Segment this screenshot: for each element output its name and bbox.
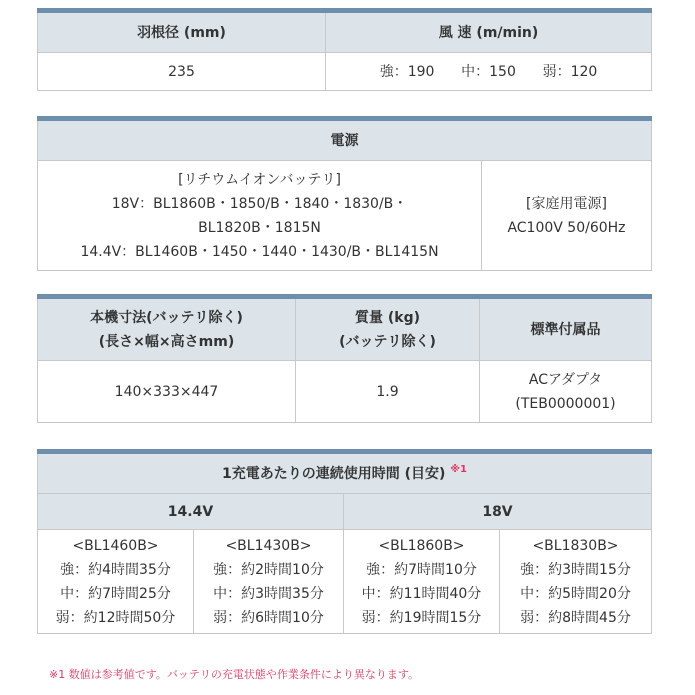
speed-weak-value: 120: [570, 63, 598, 80]
header-wind-speed: 風 速 (m/min): [326, 13, 652, 53]
runtime-medium: 中：約7時間25分: [60, 585, 171, 602]
spec-table-power: [37, 116, 652, 271]
home-power-value: AC100V 50/60Hz: [507, 219, 626, 236]
weight-value: 1.9: [296, 361, 480, 423]
home-power-title: [家庭用電源]: [526, 195, 607, 212]
battery-name: <BL1860B>: [378, 537, 465, 554]
speed-strong-value: 190: [407, 63, 435, 80]
speed-medium-value: 150: [489, 63, 516, 80]
battery-title: [リチウムイオンバッテリ]: [178, 171, 341, 188]
runtime-bl1460b: [38, 530, 194, 634]
runtime-title: 1充電あたりの連続使用時間 (目安): [222, 465, 446, 482]
spec-table-fan: [37, 8, 652, 91]
home-power-info: [482, 161, 652, 271]
header-blade-diameter: 羽根径 (mm): [38, 13, 326, 53]
spec-table-body: [37, 294, 652, 423]
runtime-strong: 強：約4時間35分: [60, 561, 171, 578]
runtime-weak: 弱：約6時間10分: [213, 609, 324, 626]
runtime-medium: 中：約5時間20分: [520, 585, 631, 602]
runtime-weak: 弱：約12時間50分: [55, 609, 176, 626]
group-18v: 18V: [344, 494, 652, 530]
runtime-bl1430b: [194, 530, 344, 634]
spec-table-runtime: [37, 449, 652, 634]
speed-medium-level: 中: [461, 63, 476, 80]
runtime-note-mark: ※1: [450, 463, 467, 475]
dimensions-value: 140×333×447: [38, 361, 296, 423]
header-dimensions: [38, 299, 296, 361]
header-dimensions-line2: (長さ×幅×高さmm): [98, 333, 235, 350]
header-dimensions-line1: 本機寸法(バッテリ除く): [90, 309, 243, 326]
header-runtime: [38, 454, 652, 494]
footnote: ※1 数値は参考値です。バッテリの充電状態や作業条件により異なります。: [49, 668, 419, 681]
battery-line-18v-cont: BL1820B・1815N: [198, 219, 321, 236]
runtime-medium: 中：約11時間40分: [361, 585, 482, 602]
accessory-line1: ACアダプタ: [528, 371, 603, 388]
runtime-medium: 中：約3時間35分: [213, 585, 324, 602]
battery-line-14v: 14.4V：BL1460B・1450・1440・1430/B・BL1415N: [80, 243, 439, 260]
runtime-bl1830b: [500, 530, 652, 634]
speed-strong-level: 強: [379, 63, 394, 80]
runtime-strong: 強：約7時間10分: [366, 561, 477, 578]
runtime-strong: 強：約2時間10分: [213, 561, 324, 578]
speed-weak-level: 弱: [542, 63, 557, 80]
runtime-weak: 弱：約19時間15分: [361, 609, 482, 626]
wind-speed-values: 強：190 中：150 弱：120: [326, 53, 652, 91]
battery-name: <BL1430B>: [225, 537, 312, 554]
runtime-strong: 強：約3時間15分: [520, 561, 631, 578]
blade-diameter-value: 235: [38, 53, 326, 91]
header-weight: [296, 299, 480, 361]
header-weight-line1: 質量 (kg): [354, 309, 420, 326]
header-accessories: 標準付属品: [480, 299, 652, 361]
group-14v: 14.4V: [38, 494, 344, 530]
battery-name: <BL1830B>: [532, 537, 619, 554]
header-weight-line2: (バッテリ除く): [339, 333, 436, 350]
accessories-value: [480, 361, 652, 423]
runtime-bl1860b: [344, 530, 500, 634]
header-power-source: 電源: [38, 121, 652, 161]
battery-name: <BL1460B>: [72, 537, 159, 554]
battery-line-18v: 18V：BL1860B・1850/B・1840・1830/B・: [111, 195, 408, 212]
battery-info: [38, 161, 482, 271]
accessory-line2: (TEB0000001): [515, 395, 616, 412]
runtime-weak: 弱：約8時間45分: [520, 609, 631, 626]
